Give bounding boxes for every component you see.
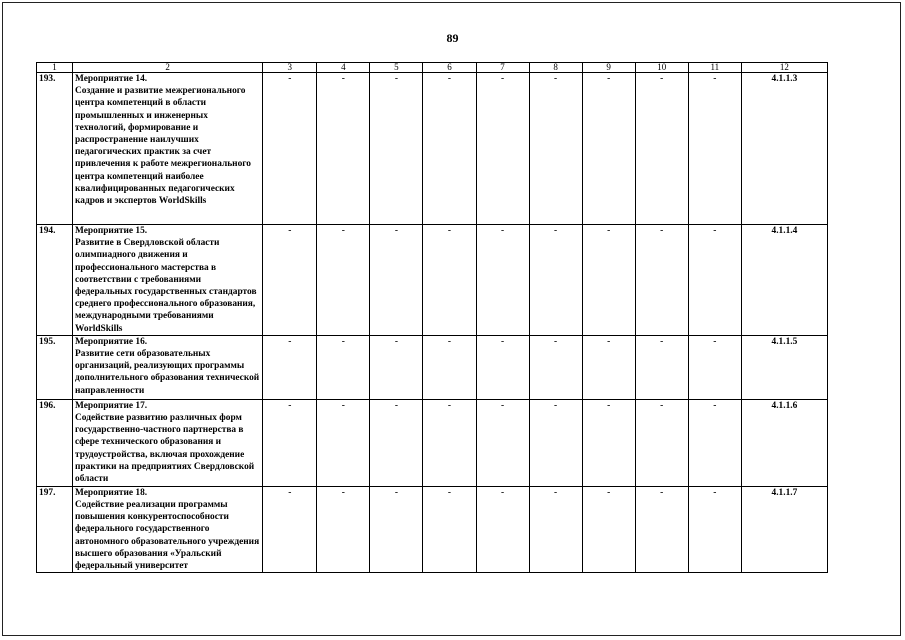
- measure-title: Мероприятие 15.: [75, 226, 148, 236]
- value-cell: -: [423, 225, 476, 336]
- value-cell: -: [317, 399, 370, 486]
- value-cell: -: [423, 335, 476, 399]
- value-cell: -: [370, 73, 423, 225]
- page-number: 89: [446, 31, 459, 45]
- value-cell: -: [476, 335, 529, 399]
- value-cell: -: [688, 335, 741, 399]
- measure-title: Мероприятие 17.: [75, 400, 148, 411]
- value-cell: -: [688, 225, 741, 336]
- col-header: 6: [423, 63, 476, 73]
- value-cell: -: [423, 73, 476, 225]
- table-row: [37, 335, 828, 399]
- measure-description: [73, 486, 263, 572]
- value-cell: -: [370, 225, 423, 336]
- value-cell: -: [317, 225, 370, 336]
- measure-text: Создание и развитие межрегионального центра компетенций в области промышленных и инженерных технологий, формирование и распространение наилучших педагогических практик за счет привлечения к работе межрегионального центра компетенций наиболее квалифицированных педагогических кадров и экспертов WorldSkills: [75, 86, 251, 207]
- col-header: 11: [688, 63, 741, 73]
- value-cell: -: [635, 225, 688, 336]
- measures-table: [36, 62, 828, 573]
- value-cell: -: [476, 486, 529, 572]
- value-cell: -: [582, 335, 635, 399]
- target-code: 4.1.1.4: [741, 225, 827, 336]
- target-code: 4.1.1.7: [741, 486, 827, 572]
- column-number-row: [37, 63, 828, 73]
- target-code: 4.1.1.3: [741, 73, 827, 225]
- value-cell: -: [529, 399, 582, 486]
- row-number: 197.: [37, 486, 73, 572]
- target-code: 4.1.1.6: [741, 399, 827, 486]
- value-cell: -: [317, 73, 370, 225]
- row-number: 193.: [37, 73, 73, 225]
- measure-title: Мероприятие 14.: [75, 74, 148, 84]
- value-cell: -: [370, 399, 423, 486]
- value-cell: -: [476, 73, 529, 225]
- col-header: 3: [263, 63, 317, 73]
- row-number: 195.: [37, 335, 73, 399]
- table-row: [37, 486, 828, 572]
- value-cell: -: [263, 73, 317, 225]
- value-cell: -: [582, 486, 635, 572]
- measure-description: [73, 73, 263, 225]
- col-header: 10: [635, 63, 688, 73]
- value-cell: -: [635, 486, 688, 572]
- col-header: 4: [317, 63, 370, 73]
- measure-title: Мероприятие 18.: [75, 487, 148, 498]
- measure-title: Мероприятие 16.: [75, 336, 148, 347]
- value-cell: -: [529, 73, 582, 225]
- table-row: [37, 225, 828, 336]
- row-number: 196.: [37, 399, 73, 486]
- value-cell: -: [263, 399, 317, 486]
- col-header: 12: [741, 63, 827, 73]
- measure-text: Развитие в Свердловской области олимпиадного движения и профессионального мастерства в соответствии с требованиями федеральных государственных стандартов среднего профессионального образования, международными требованиями WorldSkills: [75, 238, 257, 334]
- table-row: [37, 399, 828, 486]
- col-header: 8: [529, 63, 582, 73]
- value-cell: -: [423, 399, 476, 486]
- value-cell: -: [476, 225, 529, 336]
- col-header: 1: [37, 63, 73, 73]
- value-cell: -: [370, 335, 423, 399]
- col-header: 7: [476, 63, 529, 73]
- measure-text: Содействие реализации программы повышения конкурентоспособности федерального государственного автономного образовательного учреждения высшего образования «Уральский федеральный университет: [75, 500, 260, 572]
- value-cell: -: [370, 486, 423, 572]
- value-cell: -: [635, 335, 688, 399]
- value-cell: -: [582, 225, 635, 336]
- value-cell: -: [582, 399, 635, 486]
- row-number: 194.: [37, 225, 73, 336]
- measure-text: Развитие сети образовательных организаций, реализующих программы дополнительного образования технической направленности: [75, 349, 260, 396]
- measure-text: Содействие развитию различных форм государственно-частного партнерства в сфере технического образования и трудоустройства, включая прохождение практики на предприятиях Свердловской области: [75, 413, 255, 485]
- value-cell: -: [529, 486, 582, 572]
- value-cell: -: [476, 399, 529, 486]
- table-row: [37, 73, 828, 225]
- value-cell: -: [635, 73, 688, 225]
- col-header: 5: [370, 63, 423, 73]
- value-cell: -: [423, 486, 476, 572]
- value-cell: -: [263, 225, 317, 336]
- value-cell: -: [582, 73, 635, 225]
- target-code: 4.1.1.5: [741, 335, 827, 399]
- value-cell: -: [688, 486, 741, 572]
- measure-description: [73, 335, 263, 399]
- value-cell: -: [635, 399, 688, 486]
- value-cell: -: [317, 486, 370, 572]
- measure-description: [73, 399, 263, 486]
- value-cell: -: [529, 335, 582, 399]
- value-cell: -: [317, 335, 370, 399]
- value-cell: -: [263, 486, 317, 572]
- col-header: 9: [582, 63, 635, 73]
- value-cell: -: [688, 399, 741, 486]
- value-cell: -: [529, 225, 582, 336]
- col-header: 2: [73, 63, 263, 73]
- value-cell: -: [263, 335, 317, 399]
- value-cell: -: [688, 73, 741, 225]
- measure-description: [73, 225, 263, 336]
